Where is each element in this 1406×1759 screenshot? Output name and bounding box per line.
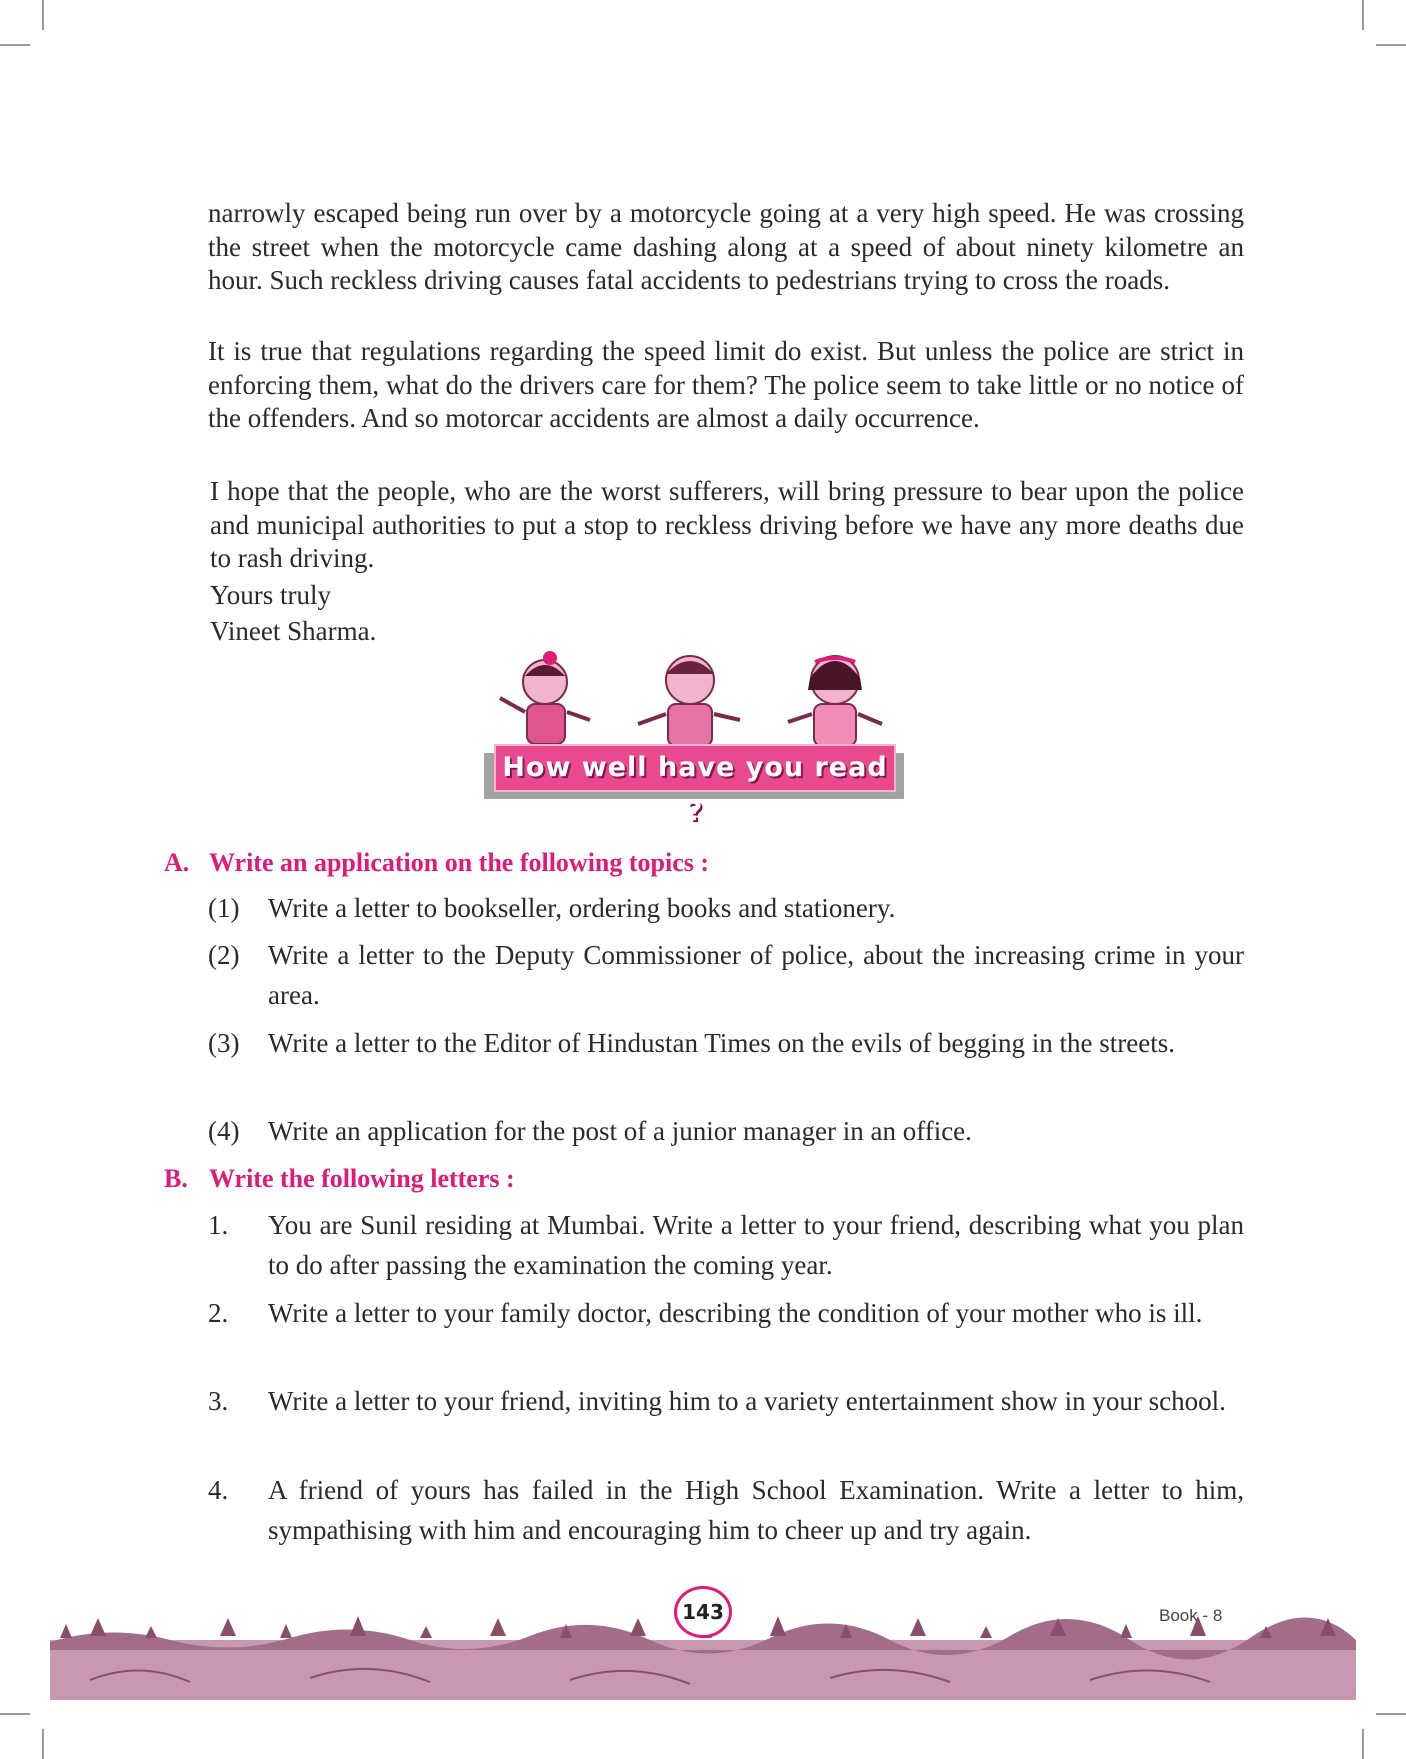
section-a-heading <box>164 848 709 878</box>
item-text: Write a letter to the Deputy Commissioner of police, about the increasing crime in your area. <box>268 940 1244 1010</box>
item-text: Write an application for the post of a junior manager in an office. <box>268 1116 972 1146</box>
list-item <box>208 935 1244 1015</box>
crop-mark-top-right-v <box>1362 0 1364 30</box>
boy-middle-figure <box>638 656 740 746</box>
item-text: Write a letter to your family doctor, describing the condition of your mother who is ill. <box>268 1298 1203 1328</box>
section-a-label: A. <box>164 848 190 877</box>
crop-mark-bottom-right-h <box>1376 1713 1406 1715</box>
reading-banner <box>470 640 910 827</box>
crop-mark-bottom-left-h <box>0 1713 30 1715</box>
letter-paragraph-1: narrowly escaped being run over by a motorcycle going at a very high speed. He was crossing the street when the motorcycle came dashing along at a speed of about ninety kilometre an hour. Such reckless driving causes fatal accidents to pedestrians trying to cross the roads. <box>208 198 1244 295</box>
list-item <box>208 1023 1244 1063</box>
girl-left-figure <box>500 651 590 744</box>
list-item <box>208 1470 1244 1550</box>
kids-illustration <box>470 640 910 750</box>
item-text: A friend of yours has failed in the High School Examination. Write a letter to him, sympathising with him and encouraging him to cheer up and try again. <box>268 1475 1244 1545</box>
item-text: You are Sunil residing at Mumbai. Write a letter to your friend, describing what you plan to do after passing the examination the coming year. <box>268 1210 1244 1280</box>
item-text: Write a letter to the Editor of Hindustan Times on the evils of begging in the streets. <box>268 1028 1176 1058</box>
section-a-title: Write an application on the following topics : <box>209 848 710 877</box>
banner-title: How well have you read ? <box>494 744 896 792</box>
section-b-title: Write the following letters : <box>209 1164 515 1193</box>
page-number: 143 <box>674 1586 732 1638</box>
list-item <box>208 1205 1244 1285</box>
item-number: (1) <box>208 893 240 923</box>
section-b-label: B. <box>164 1164 188 1193</box>
crop-mark-top-left-v <box>42 0 44 30</box>
letter-signature: Vineet Sharma. <box>210 616 377 646</box>
list-item <box>208 888 1244 928</box>
item-number: (4) <box>208 1116 240 1146</box>
letter-paragraph-3: I hope that the people, who are the worst sufferers, will bring pressure to bear upon the police and municipal authorities to put a stop to reckless driving before we have any more deaths due to rash driving. <box>210 476 1244 573</box>
letter-closing: Yours truly <box>210 580 332 610</box>
list-item <box>208 1111 1244 1151</box>
item-number: (3) <box>208 1028 240 1058</box>
book-label: Book - 8 <box>1159 1606 1223 1625</box>
item-text: Write a letter to your friend, inviting him to a variety entertainment show in your school. <box>268 1386 1226 1416</box>
crop-mark-top-left-h <box>0 44 30 46</box>
item-number: 4. <box>208 1475 229 1505</box>
item-number: 3. <box>208 1386 229 1416</box>
item-number: 1. <box>208 1210 229 1240</box>
section-b-heading <box>164 1164 515 1194</box>
crop-mark-bottom-left-v <box>42 1729 44 1759</box>
girl-right-figure <box>788 656 882 746</box>
crop-mark-top-right-h <box>1376 44 1406 46</box>
item-number: (2) <box>208 940 240 970</box>
item-text: Write a letter to bookseller, ordering books and stationery. <box>268 893 896 923</box>
letter-paragraph-2: It is true that regulations regarding the speed limit do exist. But unless the police are strict in enforcing them, what do the drivers care for them? The police seem to take little or no notice of the offenders. And so motorcar accidents are almost a daily occurrence. <box>208 336 1244 433</box>
crop-mark-bottom-right-v <box>1362 1729 1364 1759</box>
list-item <box>208 1293 1244 1333</box>
list-item <box>208 1381 1244 1421</box>
item-number: 2. <box>208 1298 229 1328</box>
